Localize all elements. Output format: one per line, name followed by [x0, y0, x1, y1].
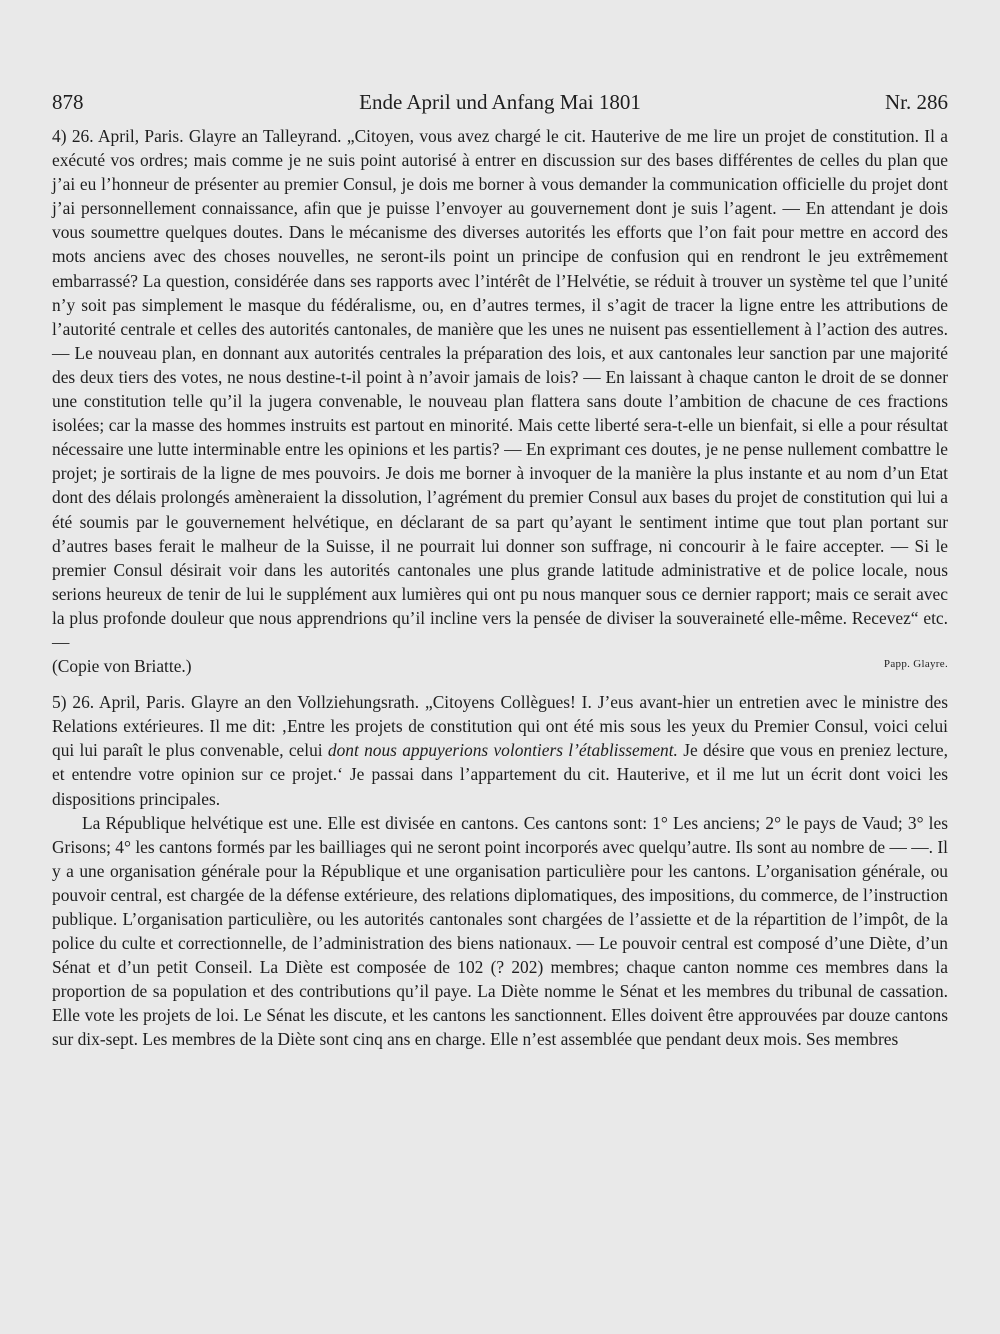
page-header — [52, 90, 948, 120]
entry-4-text: 4) 26. April, Paris. Glayre an Talleyrand. „Citoyen, vous avez chargé le cit. Hauterive de me lire un projet de constitution. Il a exécuté vos ordres; mais comme je ne suis point autorisé à entrer en discussion sur des bases différentes de celles du plan que j’ai eu l’honneur de présenter au premier Consul, je dois me borner à vous demander la communication officielle du projet dont j’ai personnellement connaissance, afin que je puisse l’envoyer au gouvernement dont je suis l’agent. — En attendant je dois vous soumettre quelques doutes. Dans le mécanisme des diverses autorités les efforts que l’on fait pour mettre en accord des mots anciens avec des choses nouvelles, ne seront-ils point un principe de confusion qui en rendront le jeu extrêmement embarrassé? La question, considérée dans ses rapports avec l’intérêt de l’Helvétie, se réduit à trouver un système tel que l’unité n’y soit pas simplement le masque du fédéralisme, ou, en d’autres termes, il s’agit de tracer la ligne entre les attributions de l’autorité centrale et celles des autorités cantonales, de manière que les unes ne nuisent pas essentiellement à l’action des autres. — Le nouveau plan, en donnant aux autorités centrales la préparation des lois, et aux cantonales leur sanction par une majorité des deux tiers des votes, ne nous destine-t-il point à n’avoir jamais de lois? — En laissant à chaque canton le droit de se donner une constitution telle qu’il la jugera convenable, le nouveau plan flattera sans doute l’ambition de chacune de ces fractions isolées; car la masse des hommes instruits est partout en minorité. Mais cette liberté sera-t-elle un bienfait, si elle a pour résultat nécessaire une lutte interminable entre les opinions et les partis? — En exprimant ces doutes, je ne pense nullement combattre le projet; je sortirais de la ligne de mes pouvoirs. Je dois me borner à invoquer de la manière la plus instante et au nom d’un Etat dont des délais prolongés amèneraient la dissolution, l’agrément du premier Consul aux bases du projet de constitution qui lui a été soumis par le gouvernement helvétique, en déclarant de sa part qu’ayant le sentiment intime que tout plan portant sur d’autres bases ferait le malheur de la Suisse, il ne pourrait lui donner son suffrage, ni concourir à le faire accepter. — Si le premier Consul désirait voir dans les autorités cantonales une plus grande latitude administrative et de police locale, nous serions heureux de tenir de lui le supplément aux lumières qui ont pu nous manquer sous ce dernier rapport; mais ce serait avec la plus profonde douleur que nous apprendrions qu’il incline vers la pensée de diviser la souveraineté elle-même. Recevez“ etc. — — [52, 126, 948, 652]
entry-5-text — [52, 690, 948, 810]
entry-5-paragraph-2: La République helvétique est une. Elle est divisée en cantons. Ces cantons sont: 1° Les anciens; 2° le pays de Vaud; 3° les Grisons; 4° les cantons formés par les bailliages qui ne seront point incorporés avec quelqu’autre. Ils sont au nombre de — —. Il y a une organisation générale pour la République et une organisation particulière pour les cantons. L’organisation générale, ou pouvoir central, est chargée de la défense extérieure, des relations diplomatiques, des impositions, du commerce, de l’instruction publique. L’organisation particulière, ou les autorités cantonales sont chargées de l’assiette et de la répartition de l’impôt, de la police du culte et correctionnelle, de l’administration des biens nationaux. — Le pouvoir central est composé d’une Diète, d’un Sénat et d’un petit Conseil. La Diète est composée de 102 (? 202) membres; chaque canton nomme ces membres dans la proportion de sa population et des contributions qu’il paye. La Diète nomme le Sénat et les membres du tribunal de cassation. Elle vote les projets de loi. Le Sénat les discute, et les cantons les sanctionnent. Elles doivent être approuvées par douze cantons sur dix-sept. Les membres de la Diète sont cinq ans en charge. Elle n’est assemblée que pendant deux mois. Ses membres — [52, 812, 948, 1050]
running-title: Ende April und Anfang Mai 1801 — [359, 90, 641, 114]
page-number: 878 — [52, 90, 84, 114]
entry-5-text-part-1: 5) 26. April, Paris. Glayre an den Vollziehungsrath. „Citoyens Collègues! I. J’eus avant-hier un entretien avec le ministre des Relations extérieures. Il me dit: ‚Entre les projets de constitution qui ont été mis sous les yeux du Premier Consul, voici celui qui lui paraît le plus convenable, celui — [52, 692, 948, 761]
entry-5-italic-quote: dont nous appuyerions volontiers l’établissement. — [327, 740, 678, 761]
entry-4-signature: Papp. Glayre. — [883, 658, 948, 671]
document-number: Nr. 286 — [885, 90, 948, 114]
entry-4-source-line — [52, 654, 948, 678]
page-body — [52, 124, 948, 1052]
entry-4-source: (Copie von Briatte.) — [52, 656, 192, 677]
entry-separator — [52, 678, 948, 690]
entry-5-text-part-2: Je désire que vous en preniez lecture, et entendre votre opinion sur ce projet.‘ Je passai dans l’appartement du cit. Hauterive, et il me lut un écrit dont voici les dispositions principales. — [52, 740, 948, 809]
